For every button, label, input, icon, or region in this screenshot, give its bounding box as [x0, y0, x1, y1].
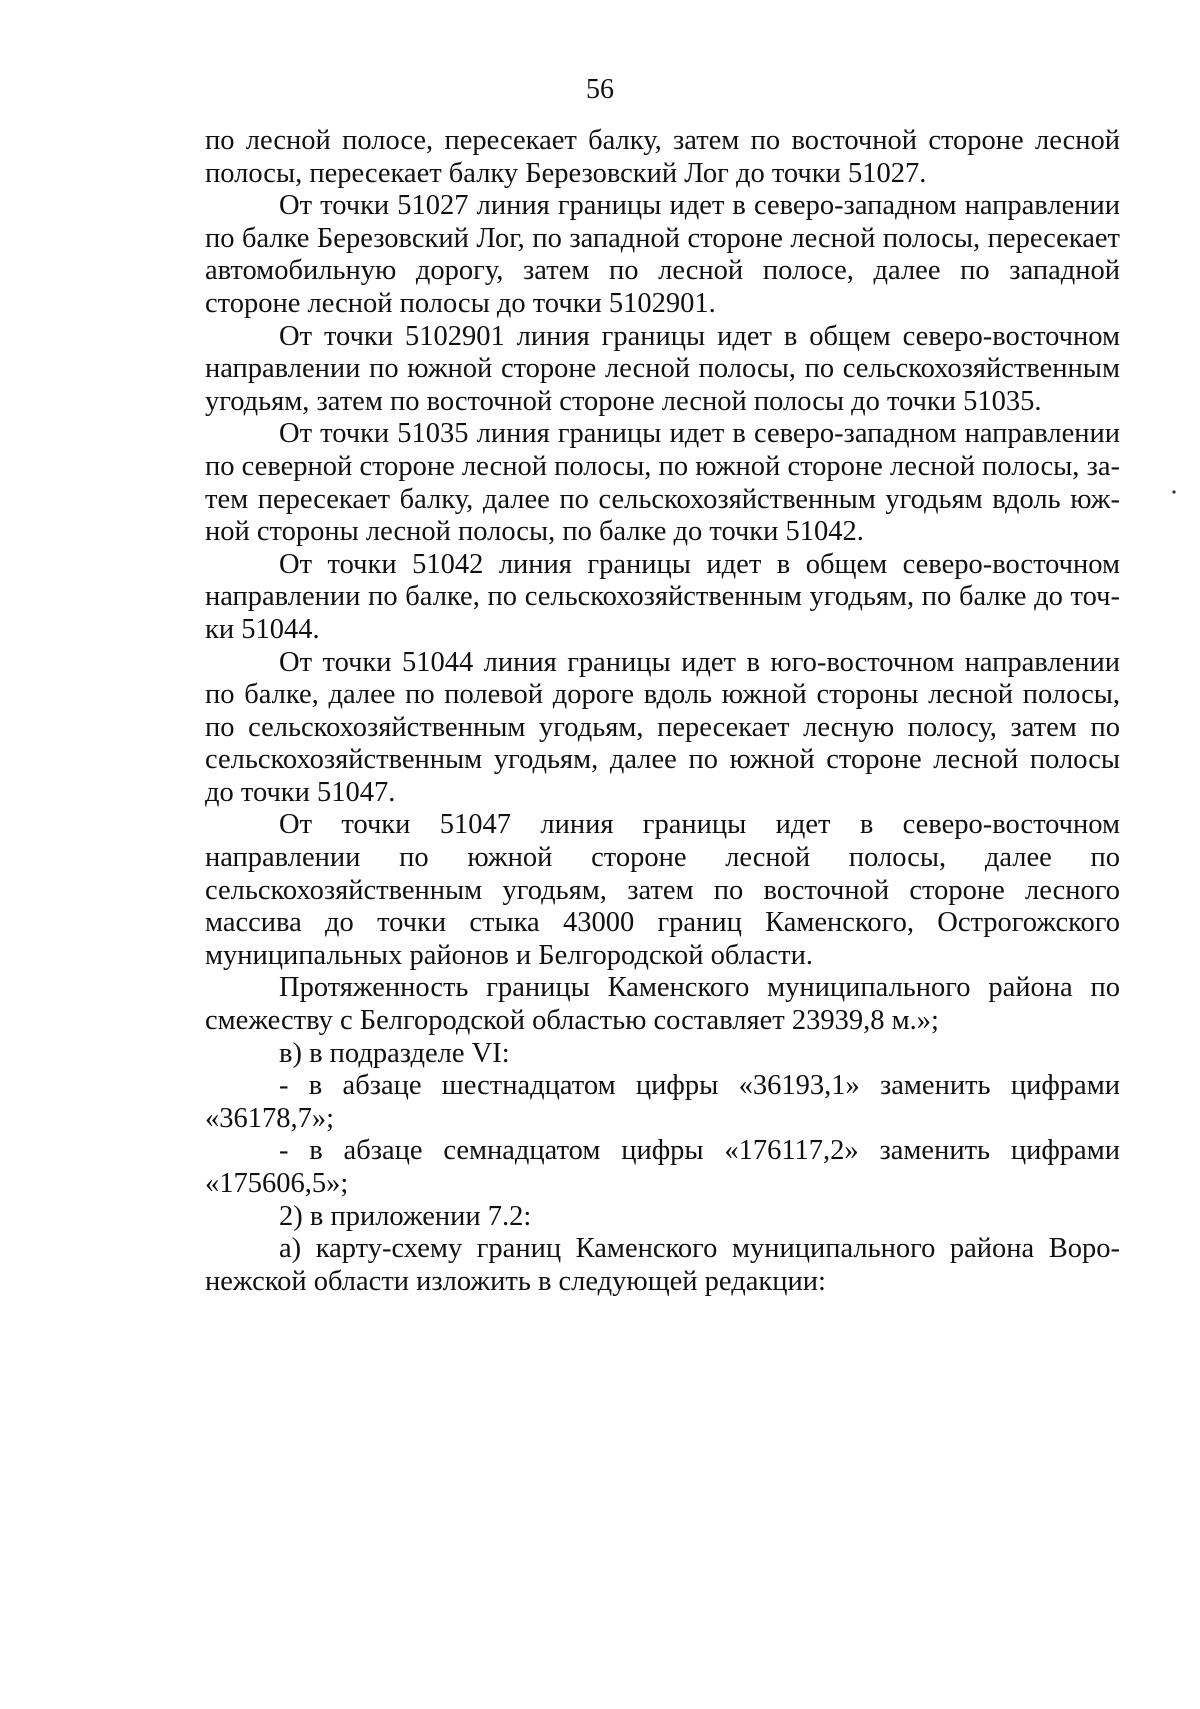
paragraph-1: по лесной полосе, пересекает балку, затем по восточной стороне лесной полосы, пересекает балку Березовский Лог до точки 51027.	[205, 125, 1120, 189]
paragraph-13: а) карту-схему границ Каменского муниципального района Воронежской области изложить в следующей редакции:	[205, 1233, 1120, 1297]
paragraph-5: От точки 51042 линия границы идет в общем северо-восточном направлении по балке, по сельскохозяйственным угодьям, по балке до точки 51044.	[205, 548, 1120, 645]
paragraph-4: От точки 51035 линия границы идет в северо-западном направлении по северной стороне лесной полосы, по южной стороне лесной полосы, затем пересекает балку, далее по сельскохозяйственным угодьям вдоль южной стороны лесной полосы, по балке до точки 51042.	[205, 418, 1120, 548]
paragraph-12: 2) в приложении 7.2:	[279, 1200, 532, 1232]
paragraph-11: - в абзаце семнадцатом цифры «176117,2» заменить цифрами «175606,5»;	[205, 1135, 1120, 1199]
paragraph-7: От точки 51047 линия границы идет в северо-восточном направлении по южной стороне лесной полосы, далее по сельскохозяйственным угодьям, затем по восточной стороне лесного массива до точки стыка 43000 границ Каменского, Острогожского муниципальных районов и Белгородской области.	[205, 809, 1120, 971]
paragraph-3: От точки 5102901 линия границы идет в общем северо-восточном направлении по южной стороне лесной полосы, по сельскохозяйственным угодьям, затем по восточной стороне лесной полосы до точки 51035.	[205, 320, 1120, 417]
paragraph-10: - в абзаце шестнадцатом цифры «36193,1» заменить цифрами «36178,7»;	[205, 1070, 1120, 1134]
paragraph-6: От точки 51044 линия границы идет в юго-восточном направлении по балке, далее по полевой дороге вдоль южной стороны лесной полосы, по сельскохозяйственным угодьям, пересекает лесную полосу, затем по сельскохозяйственным угодьям, далее по южной стороне лесной полосы до точки 51047.	[205, 646, 1120, 808]
paragraph-2: От точки 51027 линия границы идет в северо-западном направлении по балке Березовский Лог, по западной стороне лесной полосы, пересекает автомобильную дорогу, затем по лесной полосе, далее по западной стороне лесной полосы до точки 5102901.	[205, 190, 1120, 319]
paragraph-9: в) в подразделе VI:	[279, 1037, 510, 1069]
paragraph-8: Протяженность границы Каменского муниципального района по смежеству с Белгородской областью составляет 23939,8 м.»;	[205, 972, 1120, 1037]
page-number: 56	[586, 74, 614, 105]
